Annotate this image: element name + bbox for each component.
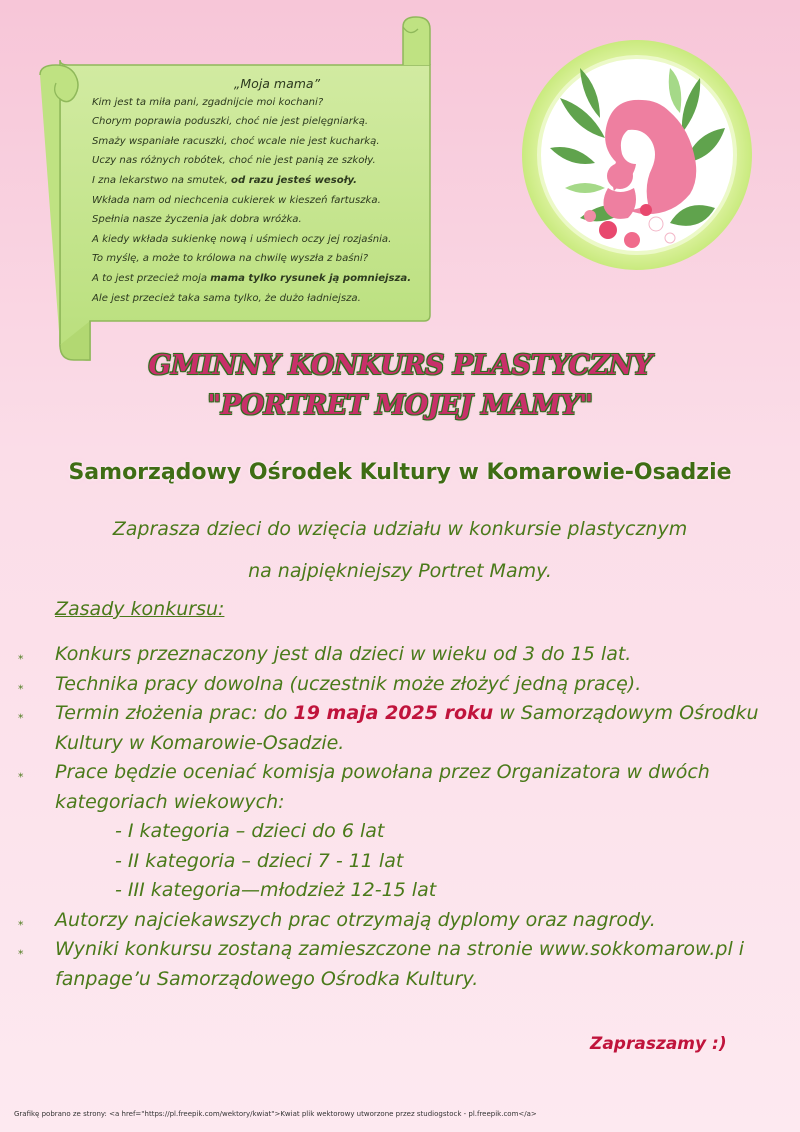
poem-line xyxy=(92,289,432,309)
poem-line xyxy=(92,171,432,191)
poem-line xyxy=(92,93,432,113)
bullet-icon: ⁎ xyxy=(18,649,24,662)
poem-line-text: To myślę, a może to królowa na chwilę wyszła z baśni? xyxy=(92,253,369,265)
poem-line xyxy=(92,249,432,269)
poem-line-text: Ale jest przecież taka sama tylko, że dużo ładniejsza. xyxy=(92,292,361,304)
bullet-icon: ⁎ xyxy=(18,944,24,957)
poem-line-emphasis: od razu jesteś wesoły. xyxy=(231,174,357,186)
organizer-name: Samorządowy Ośrodek Kultury w Komarowie-Osadzie xyxy=(68,460,732,485)
poem-line-emphasis: mama tylko rysunek ją pomniejsza. xyxy=(210,272,412,284)
bullet-icon: ⁎ xyxy=(18,678,24,692)
poem-line-text: A kiedy wkłada sukienkę nową i uśmiech oczy jej rozjaśnia. xyxy=(92,233,392,245)
poem-lines xyxy=(92,93,432,309)
intro-line2: na najpiękniejszy Portret Mamy. xyxy=(248,560,552,582)
rule-text-after: w Samorządowym Ośrodku Kultury w Komarowie-Osadzie. xyxy=(55,702,759,754)
category-item: - II kategoria – dzieci 7 - 11 lat xyxy=(115,849,404,872)
poem-line-text: Kim jest ta miła pani, zgadnijcie moi kochani? xyxy=(92,96,324,108)
poem-line xyxy=(92,210,432,230)
poem-title: „Moja mama” xyxy=(233,76,321,91)
poem-line xyxy=(92,132,432,152)
poem-line xyxy=(92,151,432,171)
category-item: - III kategoria—młodzież 12-15 lat xyxy=(115,879,437,901)
rule-item xyxy=(18,935,778,994)
rule-item xyxy=(18,670,778,700)
bullet-icon: ⁎ xyxy=(18,708,24,721)
bullet-icon: ⁎ xyxy=(18,767,24,780)
poem-line-text: I zna lekarstwo na smutek, xyxy=(92,174,232,186)
deadline-date: 19 maja 2025 roku xyxy=(293,702,494,724)
rule-text: Prace będzie oceniać komisja powołana przez Organizatora w dwóch kategoriach wiekowych: xyxy=(55,761,710,813)
poem-line-text: Wkłada nam od niechcenia cukierek w kieszeń fartuszka. xyxy=(92,194,381,206)
contest-title-line2: "PORTRET MOJEJ MAMY" xyxy=(207,390,593,421)
rules-list xyxy=(18,640,778,994)
image-credit: Grafikę pobrano ze strony: <a href="https://pl.freepik.com/wektory/kwiat">Kwiat plik wektorowy utworzone przez studiogstock - pl.freepik.com</a> xyxy=(14,1110,537,1118)
category-item: - I kategoria – dzieci do 6 lat xyxy=(115,820,385,842)
poem-line-text: Spełnia nasze życzenia jak dobra wróżka. xyxy=(92,214,302,226)
rule-item xyxy=(18,758,778,906)
poem-line-text: A to jest przecież moja xyxy=(92,272,211,284)
mother-child-medallion xyxy=(520,38,755,273)
rule-text: Autorzy najciekawszych prac otrzymają dyplomy oraz nagrody. xyxy=(55,908,656,931)
poem-line xyxy=(92,112,432,132)
rule-text: Konkurs przeznaczony jest dla dzieci w wieku od 3 do 15 lat. xyxy=(55,643,632,665)
poem-line xyxy=(92,230,432,250)
rule-text: Technika pracy dowolna (uczestnik może złożyć jedną pracę). xyxy=(55,672,642,695)
poem xyxy=(92,74,432,308)
poem-line-text: Chorym poprawia poduszki, choć nie jest pielęgniarką. xyxy=(92,116,369,128)
rule-item xyxy=(18,640,778,670)
poem-line xyxy=(92,191,432,211)
poem-line xyxy=(92,269,432,289)
intro-line1: Zaprasza dzieci do wzięcia udziału w konkursie plastycznym xyxy=(112,518,688,540)
rule-text: Wyniki konkursu zostaną zamieszczone na stronie www.sokkomarow.pl i fanpage’u Samorządowego Ośrodka Kultury. xyxy=(55,938,745,990)
rules-title: Zasady konkursu: xyxy=(55,598,225,620)
poem-line-text: Uczy nas różnych robótek, choć nie jest panią ze szkoły. xyxy=(92,155,376,167)
bullet-icon: ⁎ xyxy=(18,914,24,928)
rule-item xyxy=(18,699,778,758)
closing-invitation: Zapraszamy :) xyxy=(590,1034,727,1054)
poem-line-text: Smaży wspaniałe racuszki, choć wcale nie jest kucharką. xyxy=(92,135,380,147)
contest-title-line1: GMINNY KONKURS PLASTYCZNY xyxy=(148,350,652,381)
rule-item xyxy=(18,906,778,936)
rule-text-before: Termin złożenia prac: do xyxy=(55,702,294,724)
